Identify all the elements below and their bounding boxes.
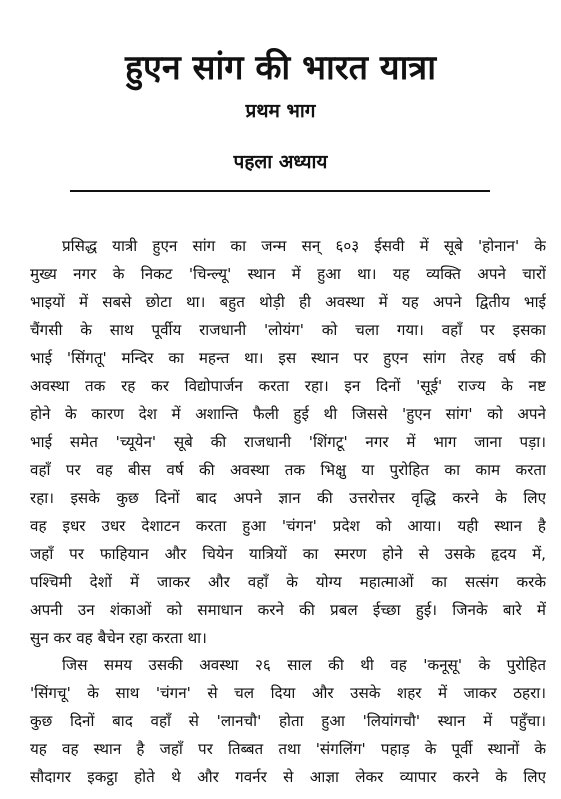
paragraph-line: रहा। इसके कुछ दिनों बाद अपने ज्ञान की उत्तरोत्तर वृद्धि करने के लिए — [30, 489, 546, 507]
paragraph-line: वह इधर उधर देशाटन करता हुआ 'चंगन' प्रदेश को आया। यही स्थान है — [30, 517, 546, 535]
paragraph-line: जिस समय उसकी अवस्था २६ साल की थी वह 'कनूसू' के पुरोहित — [62, 656, 546, 674]
heading-divider — [70, 190, 490, 192]
paragraph-line: भाइयों में सबसे छोटा था। बहुत थोड़ी ही अवस्था में यह अपने द्वितीय भाई — [30, 293, 546, 311]
paragraph-line: यह वह स्थान है जहाँ पर तिब्बत तथा 'संगलिंग' पहाड़ के पूर्वी स्थानों के — [30, 740, 546, 758]
paragraph-line: प्रसिद्ध यात्री हुएन सांग का जन्म सन् ६०३ ईसवी में सूबे 'होनान' के — [62, 237, 546, 255]
paragraph-line: जहाँ पर फाहियान और चियेन यात्रियों का स्मरण होने से उसके हृदय में, — [30, 545, 546, 563]
page-title: हुएन सांग की भारत यात्रा — [124, 48, 437, 88]
part-heading: प्रथम भाग — [245, 100, 316, 122]
paragraph-line: 'सिंगचू' के साथ 'चंगन' से चल दिया और उसके शहर में जाकर ठहरा। — [30, 684, 546, 702]
chapter-heading: पहला अध्याय — [233, 151, 328, 173]
paragraph-line: अवस्था तक रह कर विद्योपार्जन करता रहा। इन दिनों 'सूई' राज्य के नष्ट — [30, 377, 546, 395]
paragraph-line: मुख्य नगर के निकट 'चिन्ल्यू' स्थान में हुआ था। यह व्यक्ति अपने चारों — [30, 265, 546, 283]
paragraph-line: होने के कारण देश में अशान्ति फैली हुई थी जिससे 'हुएन सांग' को अपने — [30, 405, 546, 423]
paragraph-line: चैंगसी के साथ पूर्वीय राजधानी 'लोयंग' को चला गया। वहाँ पर इसका — [30, 321, 546, 339]
paragraph-line: सौदागर इकट्ठा होते थे और गवर्नर से आज्ञा लेकर व्यापार करने के लिए — [30, 768, 546, 786]
paragraph-line: सुन कर वह बैचेन रहा करता था। — [30, 629, 207, 647]
paragraph-line: वहाँ पर वह बीस वर्ष की अवस्था तक भिक्षु या पुरोहित का काम करता — [30, 461, 546, 479]
paragraph-line: भाई 'सिंगतू' मन्दिर का महन्त था। इस स्थान पर हुएन सांग तेरह वर्ष की — [30, 349, 546, 367]
paragraph-line: अपनी उन शंकाओं को समाधान करने की प्रबल ईच्छा हुई। जिनके बारे में — [30, 601, 546, 619]
paragraph-line: पश्चिमी देशों में जाकर और वहाँ के योग्य महात्माओं का सत्संग करके — [30, 573, 546, 591]
paragraph-line: कुछ दिनों बाद वहाँ से 'लानचौ' होता हुआ 'लियांगचौ' स्थान में पहुँचा। — [30, 712, 546, 730]
paragraph-line: भाई समेत 'च्यूयेन' सूबे की राजधानी 'शिंगटू' नगर में भाग जाना पड़ा। — [30, 433, 546, 451]
